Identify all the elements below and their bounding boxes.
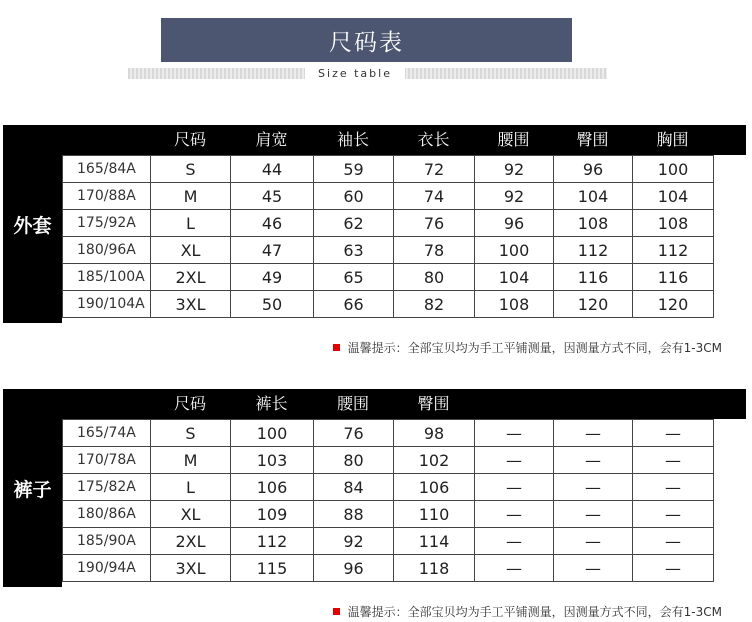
- jacket-note: [333, 339, 722, 356]
- measurement-cell: 74: [394, 183, 475, 210]
- measurement-cell: —: [633, 528, 714, 555]
- measurement-cell: 116: [633, 264, 714, 291]
- measurement-cell: 98: [394, 420, 475, 447]
- size-cell: M: [151, 183, 231, 210]
- jacket-note-text: 温馨提示：全部宝贝均为手工平铺测量，因测量方式不同，会有1-3CM: [347, 341, 722, 355]
- column-header: 肩宽: [255, 130, 288, 149]
- table-row: [63, 156, 714, 183]
- measurement-cell: 104: [475, 264, 554, 291]
- measurement-cell: —: [554, 528, 633, 555]
- column-header: [474, 389, 553, 419]
- spec-cell: 185/100A: [63, 264, 151, 291]
- measurement-cell: 80: [314, 447, 394, 474]
- measurement-cell: 106: [394, 474, 475, 501]
- measurement-cell: —: [633, 474, 714, 501]
- measurement-cell: 96: [475, 210, 554, 237]
- measurement-cell: 115: [231, 555, 314, 582]
- measurement-cell: —: [633, 447, 714, 474]
- measurement-cell: 96: [314, 555, 394, 582]
- size-cell: 2XL: [151, 528, 231, 555]
- table-row: [63, 264, 714, 291]
- size-table-subtitle: Size table: [305, 65, 405, 81]
- column-header: 胸围: [656, 130, 689, 149]
- table-row: [63, 237, 714, 264]
- measurement-cell: 104: [633, 183, 714, 210]
- column-header: 腰围: [497, 130, 530, 149]
- measurement-cell: 65: [314, 264, 394, 291]
- measurement-cell: —: [554, 501, 633, 528]
- pants-note-text: 温馨提示：全部宝贝均为手工平铺测量，因测量方式不同，会有1-3CM: [347, 605, 722, 619]
- measurement-cell: 49: [231, 264, 314, 291]
- spec-cell: 190/94A: [63, 555, 151, 582]
- measurement-cell: 92: [314, 528, 394, 555]
- pants-header-row: [3, 389, 746, 419]
- measurement-cell: —: [475, 528, 554, 555]
- measurement-cell: 76: [394, 210, 475, 237]
- measurement-cell: 112: [633, 237, 714, 264]
- measurement-cell: 66: [314, 291, 394, 318]
- measurement-cell: —: [475, 447, 554, 474]
- measurement-cell: 108: [475, 291, 554, 318]
- measurement-cell: —: [554, 555, 633, 582]
- measurement-cell: 106: [231, 474, 314, 501]
- column-header: [632, 389, 713, 419]
- measurement-cell: 114: [394, 528, 475, 555]
- table-row: [63, 555, 714, 582]
- measurement-cell: 50: [231, 291, 314, 318]
- measurement-cell: 110: [394, 501, 475, 528]
- table-row: [63, 210, 714, 237]
- measurement-cell: 60: [314, 183, 394, 210]
- measurement-cell: 92: [475, 183, 554, 210]
- size-cell: L: [151, 474, 231, 501]
- measurement-cell: 116: [554, 264, 633, 291]
- column-header: 腰围: [336, 394, 369, 413]
- measurement-cell: 102: [394, 447, 475, 474]
- size-cell: XL: [151, 237, 231, 264]
- measurement-cell: 120: [633, 291, 714, 318]
- measurement-cell: 80: [394, 264, 475, 291]
- column-header: 尺码: [173, 130, 206, 149]
- spec-cell: 170/88A: [63, 183, 151, 210]
- measurement-cell: 104: [554, 183, 633, 210]
- measurement-cell: 109: [231, 501, 314, 528]
- measurement-cell: 84: [314, 474, 394, 501]
- measurement-cell: 108: [554, 210, 633, 237]
- table-row: [63, 528, 714, 555]
- table-row: [63, 291, 714, 318]
- measurement-cell: 100: [475, 237, 554, 264]
- size-cell: 3XL: [151, 291, 231, 318]
- measurement-cell: —: [475, 555, 554, 582]
- measurement-cell: —: [475, 420, 554, 447]
- table-row: [63, 183, 714, 210]
- measurement-cell: 59: [314, 156, 394, 183]
- measurement-cell: 112: [231, 528, 314, 555]
- measurement-cell: —: [633, 501, 714, 528]
- note-marker-icon: [333, 344, 340, 351]
- column-header: [553, 389, 632, 419]
- note-marker-icon: [333, 608, 340, 615]
- measurement-cell: 100: [231, 420, 314, 447]
- pants-grid: [62, 419, 714, 582]
- column-header: 臀围: [576, 130, 609, 149]
- spec-cell: 170/78A: [63, 447, 151, 474]
- size-cell: 3XL: [151, 555, 231, 582]
- size-table-title: 尺码表: [161, 18, 572, 62]
- measurement-cell: 76: [314, 420, 394, 447]
- measurement-cell: 120: [554, 291, 633, 318]
- column-header: 裤长: [255, 394, 288, 413]
- column-header: 衣长: [417, 130, 450, 149]
- measurement-cell: 108: [633, 210, 714, 237]
- table-row: [63, 474, 714, 501]
- measurement-cell: 88: [314, 501, 394, 528]
- measurement-cell: 46: [231, 210, 314, 237]
- measurement-cell: 44: [231, 156, 314, 183]
- size-cell: S: [151, 156, 231, 183]
- spec-cell: 180/86A: [63, 501, 151, 528]
- size-cell: M: [151, 447, 231, 474]
- jacket-header-row: [3, 125, 746, 155]
- measurement-cell: —: [554, 447, 633, 474]
- measurement-cell: —: [633, 555, 714, 582]
- measurement-cell: 82: [394, 291, 475, 318]
- spec-cell: 165/74A: [63, 420, 151, 447]
- spec-cell: 175/92A: [63, 210, 151, 237]
- jacket-side-label: 外套: [3, 125, 62, 323]
- measurement-cell: 72: [394, 156, 475, 183]
- measurement-cell: —: [475, 474, 554, 501]
- spec-cell: 165/84A: [63, 156, 151, 183]
- measurement-cell: 45: [231, 183, 314, 210]
- measurement-cell: 47: [231, 237, 314, 264]
- column-header: 臀围: [417, 394, 450, 413]
- table-row: [63, 501, 714, 528]
- measurement-cell: —: [554, 420, 633, 447]
- size-cell: S: [151, 420, 231, 447]
- pants-note: [333, 603, 722, 620]
- measurement-cell: 78: [394, 237, 475, 264]
- measurement-cell: 92: [475, 156, 554, 183]
- measurement-cell: 63: [314, 237, 394, 264]
- column-header: 尺码: [173, 394, 206, 413]
- size-cell: XL: [151, 501, 231, 528]
- measurement-cell: 96: [554, 156, 633, 183]
- spec-cell: 185/90A: [63, 528, 151, 555]
- jacket-grid: [62, 155, 714, 318]
- table-row: [63, 447, 714, 474]
- measurement-cell: —: [633, 420, 714, 447]
- pants-side-label: 裤子: [3, 389, 62, 587]
- spec-cell: 180/96A: [63, 237, 151, 264]
- spec-cell: 190/104A: [63, 291, 151, 318]
- column-header: 袖长: [336, 130, 369, 149]
- measurement-cell: —: [554, 474, 633, 501]
- table-row: [63, 420, 714, 447]
- measurement-cell: 100: [633, 156, 714, 183]
- measurement-cell: —: [475, 501, 554, 528]
- measurement-cell: 112: [554, 237, 633, 264]
- measurement-cell: 118: [394, 555, 475, 582]
- size-cell: L: [151, 210, 231, 237]
- measurement-cell: 103: [231, 447, 314, 474]
- measurement-cell: 62: [314, 210, 394, 237]
- spec-cell: 175/82A: [63, 474, 151, 501]
- size-cell: 2XL: [151, 264, 231, 291]
